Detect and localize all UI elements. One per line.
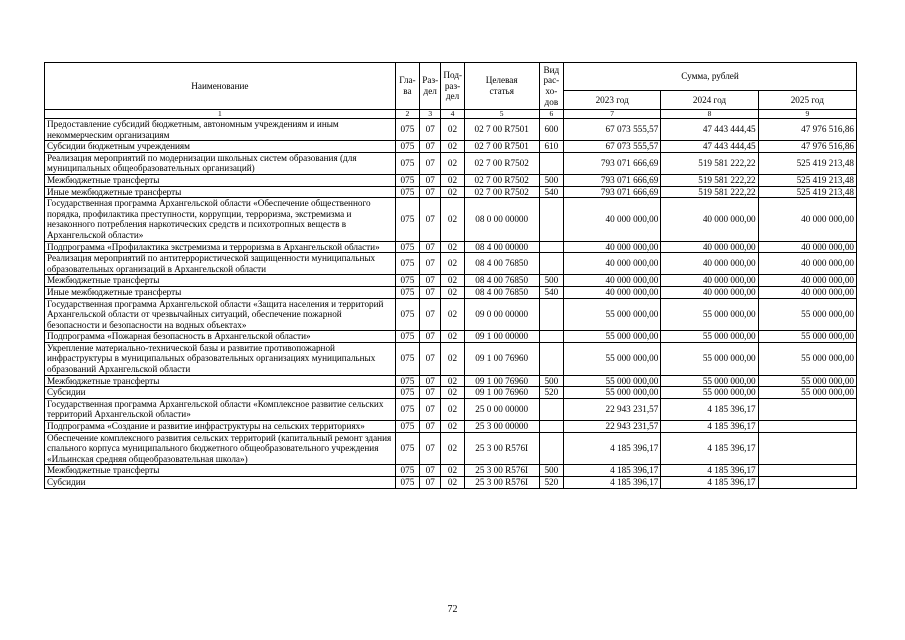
row-target: 09 1 00 00000 <box>464 331 539 343</box>
row-sum-2024: 55 000 000,00 <box>661 331 758 343</box>
row-razdel: 07 <box>420 275 441 287</box>
row-vid: 610 <box>539 141 563 153</box>
row-name: Межбюджетные трансферты <box>45 275 396 287</box>
row-sum-2024: 40 000 000,00 <box>661 198 758 241</box>
row-glava: 075 <box>395 342 419 375</box>
row-name: Укрепление материально-технической базы и развитие противопожарной инфраструктуры в муниципальных образовательных организациях муниципальных образований Архангельской области <box>45 342 396 375</box>
table-row <box>45 387 857 399</box>
row-glava: 075 <box>395 198 419 241</box>
row-name: Субсидии <box>45 477 396 489</box>
row-glava: 075 <box>395 465 419 477</box>
row-glava: 075 <box>395 331 419 343</box>
table-row <box>45 174 857 186</box>
row-vid <box>539 331 563 343</box>
row-podrazdel: 02 <box>441 477 464 489</box>
row-name: Реализация мероприятий по модернизации школьных систем образования (для муниципальных общеобразовательных организаций) <box>45 152 396 174</box>
table-row <box>45 253 857 275</box>
row-target: 25 3 00 R576I <box>464 432 539 465</box>
row-razdel: 07 <box>420 342 441 375</box>
row-razdel: 07 <box>420 387 441 399</box>
row-podrazdel: 02 <box>441 432 464 465</box>
budget-table <box>44 62 857 489</box>
row-name: Государственная программа Архангельской области «Защита населения и территорий Архангельской области от чрезвычайных ситуаций, обеспечение пожарной безопасности и безопасности на водных объектах» <box>45 298 396 331</box>
row-glava: 075 <box>395 421 419 433</box>
row-podrazdel: 02 <box>441 286 464 298</box>
row-vid: 540 <box>539 186 563 198</box>
row-sum-2024: 4 185 396,17 <box>661 477 758 489</box>
row-sum-2024: 519 581 222,22 <box>661 186 758 198</box>
table-row <box>45 298 857 331</box>
row-sum-2023: 22 943 231,57 <box>564 398 661 420</box>
row-podrazdel: 02 <box>441 421 464 433</box>
table-row <box>45 275 857 287</box>
row-vid <box>539 253 563 275</box>
column-index: 9 <box>758 110 856 119</box>
row-sum-2024: 55 000 000,00 <box>661 387 758 399</box>
row-name: Иные межбюджетные трансферты <box>45 186 396 198</box>
row-sum-2024: 519 581 222,22 <box>661 174 758 186</box>
row-glava: 075 <box>395 432 419 465</box>
row-razdel: 07 <box>420 465 441 477</box>
row-sum-2025: 40 000 000,00 <box>758 253 856 275</box>
row-sum-2023: 40 000 000,00 <box>564 286 661 298</box>
row-vid <box>539 241 563 253</box>
row-vid <box>539 298 563 331</box>
row-razdel: 07 <box>420 186 441 198</box>
row-sum-2025: 525 419 213,48 <box>758 152 856 174</box>
row-sum-2025: 55 000 000,00 <box>758 375 856 387</box>
row-name: Государственная программа Архангельской области «Комплексное развитие сельских территорий Архангельской области» <box>45 398 396 420</box>
row-name: Межбюджетные трансферты <box>45 375 396 387</box>
row-podrazdel: 02 <box>441 375 464 387</box>
row-sum-2025: 40 000 000,00 <box>758 286 856 298</box>
row-podrazdel: 02 <box>441 152 464 174</box>
row-name: Обеспечение комплексного развития сельских территорий (капитальный ремонт здания спального корпуса муниципального бюджетного общеобразовательного учреждения «Ильинская средняя общеобразовательная школа») <box>45 432 396 465</box>
row-glava: 075 <box>395 141 419 153</box>
row-sum-2025: 47 976 516,86 <box>758 141 856 153</box>
table-row <box>45 141 857 153</box>
row-target: 09 1 00 76960 <box>464 387 539 399</box>
row-name: Подпрограмма «Пожарная безопасность в Архангельской области» <box>45 331 396 343</box>
row-target: 25 3 00 R576I <box>464 477 539 489</box>
column-index: 1 <box>45 110 396 119</box>
row-sum-2024: 47 443 444,45 <box>661 119 758 141</box>
row-razdel: 07 <box>420 152 441 174</box>
row-target: 25 0 00 00000 <box>464 398 539 420</box>
table-header-row <box>45 63 857 91</box>
row-name: Государственная программа Архангельской области «Обеспечение общественного порядка, профилактика преступности, коррупции, терроризма, экстремизма и незаконного потребления наркотических средств и психотропных веществ в Архангельской области» <box>45 198 396 241</box>
row-target: 02 7 00 R7501 <box>464 141 539 153</box>
header-sum: Сумма, рублей <box>564 63 857 91</box>
header-name: Наименование <box>45 63 396 110</box>
row-razdel: 07 <box>420 198 441 241</box>
row-sum-2025 <box>758 465 856 477</box>
row-name: Реализация мероприятий по антитеррористической защищенности муниципальных образовательных организаций в Архангельской области <box>45 253 396 275</box>
row-podrazdel: 02 <box>441 241 464 253</box>
row-sum-2024: 40 000 000,00 <box>661 286 758 298</box>
table-row <box>45 331 857 343</box>
row-razdel: 07 <box>420 331 441 343</box>
row-target: 02 7 00 R7502 <box>464 152 539 174</box>
column-index: 3 <box>420 110 441 119</box>
row-target: 08 4 00 76850 <box>464 286 539 298</box>
row-razdel: 07 <box>420 253 441 275</box>
row-glava: 075 <box>395 298 419 331</box>
header-year-2025: 2025 год <box>758 91 856 110</box>
row-sum-2023: 55 000 000,00 <box>564 342 661 375</box>
column-index-row <box>45 110 857 119</box>
row-vid <box>539 398 563 420</box>
row-name: Иные межбюджетные трансферты <box>45 286 396 298</box>
table-row <box>45 186 857 198</box>
table-row <box>45 477 857 489</box>
row-sum-2023: 4 185 396,17 <box>564 432 661 465</box>
row-sum-2025: 47 976 516,86 <box>758 119 856 141</box>
column-index: 5 <box>464 110 539 119</box>
header-razdel: Раз- дел <box>420 63 441 110</box>
row-vid: 600 <box>539 119 563 141</box>
row-podrazdel: 02 <box>441 198 464 241</box>
row-podrazdel: 02 <box>441 465 464 477</box>
column-index: 7 <box>564 110 661 119</box>
row-glava: 075 <box>395 375 419 387</box>
row-glava: 075 <box>395 152 419 174</box>
row-target: 09 0 00 00000 <box>464 298 539 331</box>
row-sum-2025: 55 000 000,00 <box>758 387 856 399</box>
row-sum-2025: 55 000 000,00 <box>758 342 856 375</box>
header-vid: Вид рас- хо- дов <box>539 63 563 110</box>
row-sum-2025: 40 000 000,00 <box>758 241 856 253</box>
row-vid: 520 <box>539 387 563 399</box>
row-name: Субсидии <box>45 387 396 399</box>
row-sum-2025: 40 000 000,00 <box>758 275 856 287</box>
row-target: 08 4 00 76850 <box>464 275 539 287</box>
row-sum-2025: 525 419 213,48 <box>758 186 856 198</box>
row-glava: 075 <box>395 119 419 141</box>
row-podrazdel: 02 <box>441 342 464 375</box>
row-name: Подпрограмма «Создание и развитие инфраструктуры на сельских территориях» <box>45 421 396 433</box>
row-sum-2025 <box>758 432 856 465</box>
row-razdel: 07 <box>420 241 441 253</box>
row-sum-2023: 793 071 666,69 <box>564 186 661 198</box>
page-number: 72 <box>447 604 458 615</box>
table-row <box>45 421 857 433</box>
row-sum-2025 <box>758 398 856 420</box>
row-sum-2023: 67 073 555,57 <box>564 119 661 141</box>
column-index: 8 <box>661 110 758 119</box>
row-target: 08 4 00 76850 <box>464 253 539 275</box>
table-row <box>45 286 857 298</box>
row-vid: 500 <box>539 174 563 186</box>
row-vid: 500 <box>539 275 563 287</box>
row-sum-2023: 40 000 000,00 <box>564 198 661 241</box>
row-razdel: 07 <box>420 421 441 433</box>
row-sum-2024: 47 443 444,45 <box>661 141 758 153</box>
row-target: 02 7 00 R7502 <box>464 186 539 198</box>
row-sum-2023: 4 185 396,17 <box>564 465 661 477</box>
row-vid: 520 <box>539 477 563 489</box>
row-sum-2024: 40 000 000,00 <box>661 275 758 287</box>
table-row <box>45 152 857 174</box>
row-vid <box>539 198 563 241</box>
row-podrazdel: 02 <box>441 387 464 399</box>
row-sum-2024: 4 185 396,17 <box>661 398 758 420</box>
row-name: Предоставление субсидий бюджетным, автономным учреждениям и иным некоммерческим организациям <box>45 119 396 141</box>
header-glava: Гла- ва <box>395 63 419 110</box>
row-podrazdel: 02 <box>441 141 464 153</box>
row-razdel: 07 <box>420 286 441 298</box>
row-target: 02 7 00 R7501 <box>464 119 539 141</box>
row-sum-2025 <box>758 421 856 433</box>
row-sum-2023: 40 000 000,00 <box>564 253 661 275</box>
row-glava: 075 <box>395 387 419 399</box>
row-vid: 540 <box>539 286 563 298</box>
row-name: Подпрограмма «Профилактика экстремизма и терроризма в Архангельской области» <box>45 241 396 253</box>
row-sum-2024: 40 000 000,00 <box>661 241 758 253</box>
row-vid: 500 <box>539 375 563 387</box>
table-row <box>45 241 857 253</box>
row-target: 25 3 00 R576I <box>464 465 539 477</box>
row-target: 08 4 00 00000 <box>464 241 539 253</box>
row-sum-2023: 793 071 666,69 <box>564 174 661 186</box>
row-sum-2023: 55 000 000,00 <box>564 331 661 343</box>
row-glava: 075 <box>395 286 419 298</box>
table-row <box>45 465 857 477</box>
row-podrazdel: 02 <box>441 174 464 186</box>
row-podrazdel: 02 <box>441 275 464 287</box>
row-podrazdel: 02 <box>441 331 464 343</box>
row-sum-2023: 4 185 396,17 <box>564 477 661 489</box>
header-year-2023: 2023 год <box>564 91 661 110</box>
table-row <box>45 398 857 420</box>
header-target: Целевая статья <box>464 63 539 110</box>
row-sum-2024: 55 000 000,00 <box>661 342 758 375</box>
row-name: Субсидии бюджетным учреждениям <box>45 141 396 153</box>
row-sum-2025: 525 419 213,48 <box>758 174 856 186</box>
row-sum-2024: 4 185 396,17 <box>661 421 758 433</box>
row-glava: 075 <box>395 253 419 275</box>
row-glava: 075 <box>395 241 419 253</box>
row-glava: 075 <box>395 186 419 198</box>
row-glava: 075 <box>395 398 419 420</box>
row-sum-2025: 40 000 000,00 <box>758 198 856 241</box>
row-vid: 500 <box>539 465 563 477</box>
column-index: 6 <box>539 110 563 119</box>
row-target: 25 3 00 00000 <box>464 421 539 433</box>
table-row <box>45 342 857 375</box>
row-name: Межбюджетные трансферты <box>45 465 396 477</box>
table-row <box>45 198 857 241</box>
row-target: 08 0 00 00000 <box>464 198 539 241</box>
row-target: 09 1 00 76960 <box>464 375 539 387</box>
row-sum-2023: 793 071 666,69 <box>564 152 661 174</box>
row-glava: 075 <box>395 477 419 489</box>
row-podrazdel: 02 <box>441 186 464 198</box>
row-razdel: 07 <box>420 375 441 387</box>
row-sum-2025 <box>758 477 856 489</box>
row-sum-2023: 40 000 000,00 <box>564 275 661 287</box>
row-sum-2024: 55 000 000,00 <box>661 298 758 331</box>
row-glava: 075 <box>395 275 419 287</box>
table-body <box>45 119 857 489</box>
row-sum-2025: 55 000 000,00 <box>758 298 856 331</box>
row-sum-2023: 55 000 000,00 <box>564 298 661 331</box>
row-sum-2024: 40 000 000,00 <box>661 253 758 275</box>
row-sum-2023: 22 943 231,57 <box>564 421 661 433</box>
row-sum-2023: 67 073 555,57 <box>564 141 661 153</box>
row-vid <box>539 152 563 174</box>
row-target: 02 7 00 R7502 <box>464 174 539 186</box>
row-vid <box>539 432 563 465</box>
row-sum-2024: 55 000 000,00 <box>661 375 758 387</box>
row-podrazdel: 02 <box>441 253 464 275</box>
row-razdel: 07 <box>420 432 441 465</box>
row-razdel: 07 <box>420 174 441 186</box>
row-sum-2024: 519 581 222,22 <box>661 152 758 174</box>
table-row <box>45 119 857 141</box>
row-razdel: 07 <box>420 477 441 489</box>
row-sum-2023: 40 000 000,00 <box>564 241 661 253</box>
row-sum-2023: 55 000 000,00 <box>564 375 661 387</box>
row-razdel: 07 <box>420 298 441 331</box>
row-vid <box>539 342 563 375</box>
row-glava: 075 <box>395 174 419 186</box>
row-podrazdel: 02 <box>441 119 464 141</box>
header-year-2024: 2024 год <box>661 91 758 110</box>
row-sum-2025: 55 000 000,00 <box>758 331 856 343</box>
row-name: Межбюджетные трансферты <box>45 174 396 186</box>
row-razdel: 07 <box>420 119 441 141</box>
row-sum-2024: 4 185 396,17 <box>661 432 758 465</box>
table-row <box>45 432 857 465</box>
row-vid <box>539 421 563 433</box>
row-podrazdel: 02 <box>441 398 464 420</box>
row-target: 09 1 00 76960 <box>464 342 539 375</box>
row-razdel: 07 <box>420 398 441 420</box>
row-podrazdel: 02 <box>441 298 464 331</box>
table-row <box>45 375 857 387</box>
header-podrazdel: Под- раз- дел <box>441 63 464 110</box>
row-razdel: 07 <box>420 141 441 153</box>
row-sum-2023: 55 000 000,00 <box>564 387 661 399</box>
row-sum-2024: 4 185 396,17 <box>661 465 758 477</box>
column-index: 2 <box>395 110 419 119</box>
column-index: 4 <box>441 110 464 119</box>
